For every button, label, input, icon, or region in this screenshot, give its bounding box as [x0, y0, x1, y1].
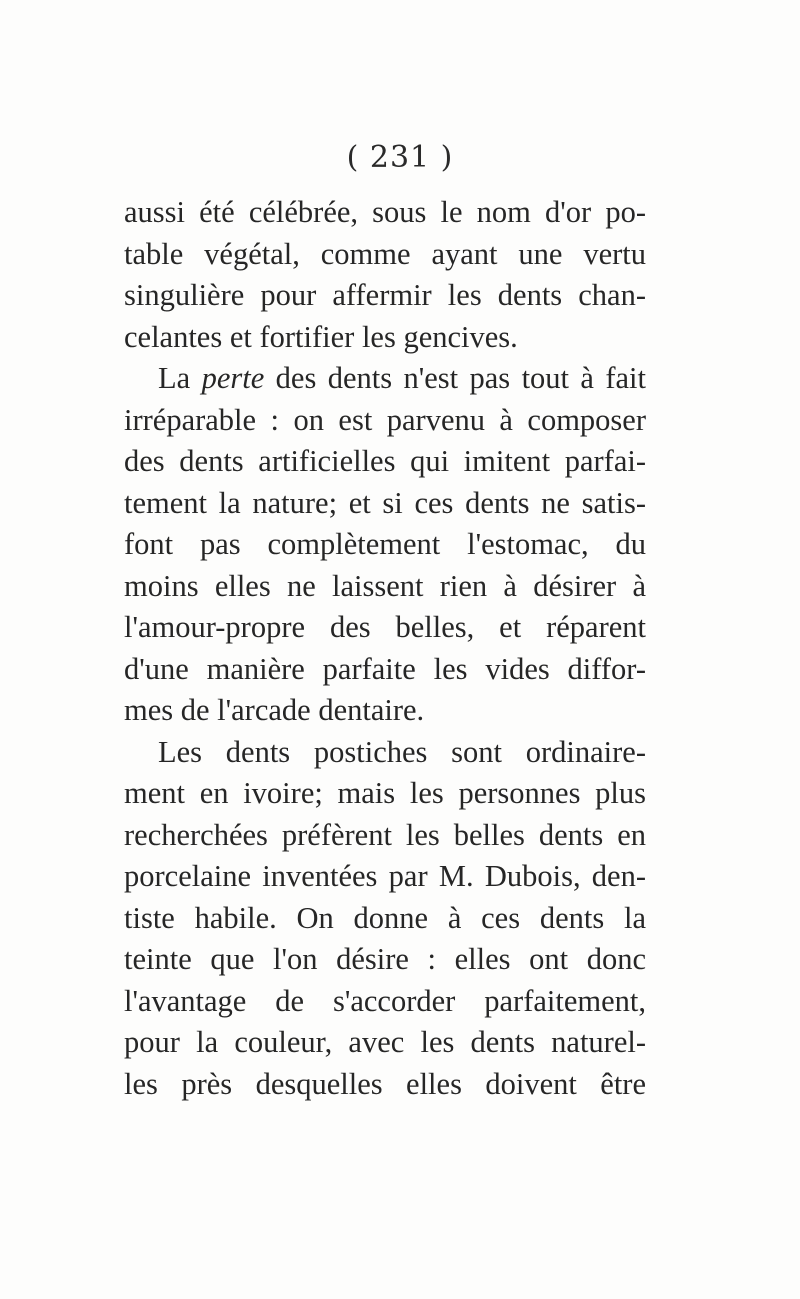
text-fragment: des dents n'est pas tout à fait: [264, 361, 646, 395]
italic-word: perte: [201, 361, 265, 395]
body-text: [124, 192, 646, 1105]
text-line: mes de l'arcade dentaire.: [124, 693, 425, 727]
text-line: irréparable : on est parvenu à composer: [124, 402, 646, 437]
text-line: aussi été célébrée, sous le nom d'or po-: [124, 195, 646, 229]
text-line: les près desquelles elles doivent être: [124, 1066, 646, 1101]
text-line: d'une manière parfaite les vides diffor-: [124, 651, 646, 686]
text-line: des dents artificielles qui imitent parfai-: [124, 444, 646, 478]
text-line: l'amour-propre des belles, et réparent: [124, 610, 646, 644]
text-line: ment en ivoire; mais les personnes plus: [124, 776, 646, 810]
text-line: tiste habile. On donne à ces dents la: [124, 900, 646, 935]
page-number: ( 231 ): [346, 140, 454, 175]
text-line: pour la couleur, avec les dents naturel-: [124, 1025, 646, 1059]
paragraph-start-line: [124, 358, 646, 400]
text-fragment: La: [158, 361, 202, 395]
text-line: singulière pour affermir les dents chan-: [124, 278, 646, 312]
text-line: recherchées préfèrent les belles dents en: [124, 817, 646, 852]
text-line: l'avantage de s'accorder parfaitement,: [124, 983, 646, 1018]
text-line: table végétal, comme ayant une vertu: [124, 236, 646, 271]
text-line: teinte que l'on désire : elles ont donc: [124, 942, 646, 976]
text-line: tement la nature; et si ces dents ne satis-: [124, 485, 646, 520]
text-line: moins elles ne laissent rien à désirer à: [124, 568, 646, 603]
text-line: celantes et fortifier les gencives.: [124, 319, 518, 354]
text-line: font pas complètement l'estomac, du: [124, 527, 646, 561]
paragraph-start-line: Les dents postiches sont ordinaire-: [158, 734, 646, 769]
text-line: porcelaine inventées par M. Dubois, den-: [124, 859, 646, 893]
